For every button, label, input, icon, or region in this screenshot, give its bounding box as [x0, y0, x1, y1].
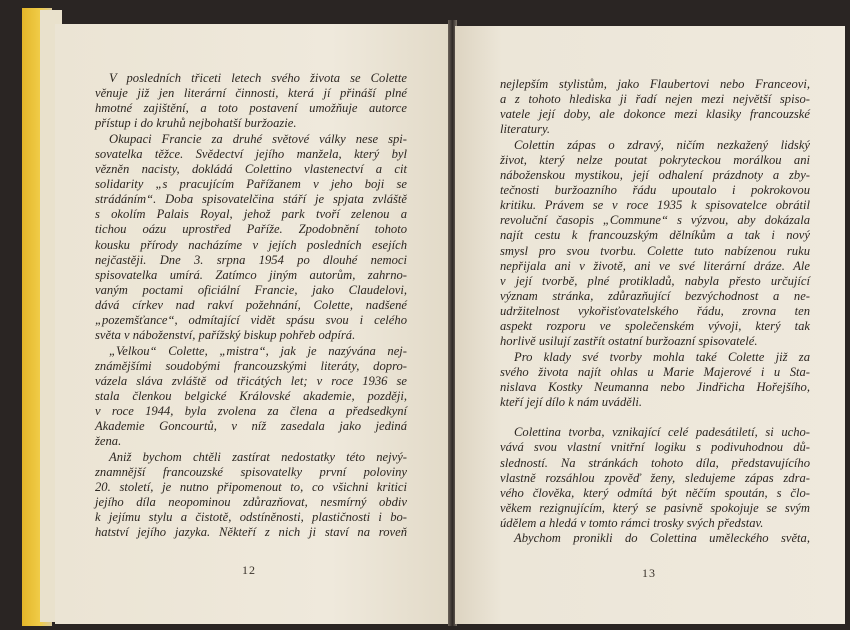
text-line: s okolím Palais Royal, jehož park tvoří zelenou a: [95, 207, 407, 222]
text-line: vázela sláva zvláště od třicátých let; v roce 1936 se: [95, 373, 407, 388]
text-line: život, který nelze poutat pokryteckou morálkou ani: [500, 152, 810, 167]
text-line: vává svou vlastní vnitřní logiku s podivuhodnou dů-: [500, 440, 810, 455]
text-line: Okupaci Francie za druhé světové války nese spi-: [109, 131, 407, 146]
text-line: „Velkou“ Colette, „mistra“, jak je nazývána nej-: [109, 343, 407, 358]
text-line: Akademie Goncourtů, v níž zasedala jako jediná: [95, 419, 407, 434]
text-line: kritiku. Právem se v roce 1935 k spisovatelce obrátil: [500, 198, 810, 213]
text-line: vého člověka, který odmítá být něčím spoután, s člo-: [500, 485, 810, 500]
text-line: hatství jejího jazyka. Někteří z nich ji staví na roveň: [95, 525, 407, 540]
text-line: znamnější francouzské spisovatelky první poloviny: [95, 464, 407, 479]
text-line: žena.: [95, 434, 122, 449]
text-line: nejlepším stylistům, jako Flaubertovi nebo Franceovi,: [500, 77, 810, 91]
page-number: 13: [642, 566, 656, 580]
text-line: literatury.: [500, 122, 551, 137]
text-line: vaným poctami oficiální Francie, jako Claudelovi,: [95, 282, 407, 297]
page-number: 12: [242, 563, 256, 577]
text-line: spisovatelka umírá. Zatímco jiným autorům, zahrno-: [95, 267, 407, 282]
text-line: věnuje již jen literární činnosti, která jí přináší plné: [95, 86, 407, 101]
text-line: horlivě usilují zastřít ostatní buržoazní spisovatelé.: [500, 334, 758, 349]
text-line: jejího díla neopominou zdůrazňovat, nesmírný obdiv: [95, 494, 407, 509]
text-line: svého života najít ohlas u Marie Majerové i u Sta-: [500, 364, 810, 379]
text-line: nislava Kostky Neumanna nebo Jindřicha Hořejšího,: [500, 379, 810, 394]
text-line: kteří její dílo k nám uváděli.: [500, 394, 642, 409]
text-line: udržitelnost vykořisťovatelského řádu, zrovna ten: [500, 304, 810, 319]
text-line: a z tohoto hlediska ji řadí nejen mezi největší spiso-: [500, 92, 810, 107]
text-line: věkem rezignujícím, který se pasivně spokojuje se svým: [500, 500, 810, 515]
text-line: solidarity „s pracujícím Pařížanem v jeho boji se: [95, 176, 407, 191]
text-line: přístup i do kruhů nejbohatší buržoazie.: [95, 116, 297, 131]
text-line: kousku přírody nacházíme v jejích posledních esejích: [95, 237, 407, 252]
text-line: vězněn nacisty, dokládá Colettino vlastenectví a cit: [95, 161, 407, 176]
text-line: [500, 410, 810, 425]
text-line: nejčastěji. Dne 3. srpna 1954 po dlouhé nemoci: [95, 252, 407, 267]
left-page: [55, 24, 450, 624]
text-line: Pro klady své tvorby mohla také Colette již za: [514, 349, 810, 364]
right-page: [455, 26, 845, 624]
text-line: 20. století, je nutno připomenout to, co všichni kritici: [95, 479, 407, 494]
text-line: dává církev nad rakví požehnání, Colette, nadšené: [95, 298, 407, 313]
right-page-text: [500, 77, 810, 546]
text-line: aspekt rozporu ve společenském vývoji, který tak: [500, 319, 810, 334]
text-line: nepřijala ani v životě, ani ve své literární dráze. Ale: [500, 258, 810, 273]
text-line: stala členkou belgické Královské akademie, později,: [95, 388, 407, 403]
text-line: najít cestu k francouzským dělníkům a tak i nový: [500, 228, 810, 243]
text-line: vlastně rozsáhlou zpověď ženy, sledujeme zápas zdra-: [500, 470, 810, 485]
text-line: Colettin zápas o zdravý, ničím nezkažený lidský: [514, 137, 810, 152]
text-line: sledností. Na stránkách tohoto díla, představujícího: [500, 455, 810, 470]
text-line: Aniž bychom chtěli zastírat nedostatky této nejvý-: [109, 449, 407, 464]
text-line: tichou oázu uprostřed Paříže. Zpodobnění tohoto: [95, 222, 407, 237]
text-line: „pozemšťance“, odmítající vidět spásu svou i celého: [95, 313, 407, 328]
text-line: tečnosti buržoazního řádu upoutalo i pokrokovou: [500, 182, 810, 197]
text-line: revoluční časopis „Commune“ s výzvou, aby dokázala: [500, 213, 810, 228]
text-line: k jejímu stylu a čistotě, odstíněnosti, plastičnosti i bo-: [95, 510, 407, 525]
text-line: smysl pro svou tvorbu. Colette tuto nabízenou ruku: [500, 243, 810, 258]
text-line: v roce 1944, byla zvolena za člena a předsedkyní: [95, 404, 407, 419]
text-line: V posledních třiceti letech svého života se Colette: [109, 71, 407, 85]
text-line: náboženskou mystikou, její odhalení prázdnoty a zby-: [500, 167, 810, 182]
text-line: světa v náboženství, pařížský biskup pohřeb odpírá.: [95, 328, 356, 343]
text-line: význam stránka, zdůrazňující bezvýchodnost a ne-: [500, 288, 810, 303]
text-line: vatele její doby, ale dokonce mezi klasiky francouzské: [500, 107, 810, 122]
text-line: strádáním“. Doba spisovatelčina stáří je spjata zvláště: [95, 192, 407, 207]
text-line: Colettina tvorba, vznikající celé padesátiletí, si ucho-: [514, 425, 810, 440]
text-line: údělem a hledá v tomto rámci trosky svých představ.: [500, 516, 764, 531]
text-line: Abychom pronikli do Colettina uměleckého světa,: [514, 531, 810, 546]
text-line: známějšími soudobými francouzskými literáty, dopro-: [95, 358, 407, 373]
text-line: sovatelka těžce. Svědectví jejího manžela, který byl: [95, 146, 407, 161]
text-line: v její tvorbě, plné protikladů, nabyla přesto určující: [500, 273, 810, 288]
left-page-text: [95, 71, 407, 540]
text-line: hmotné zajištění, a toto postavení umožňuje autorce: [95, 101, 407, 116]
